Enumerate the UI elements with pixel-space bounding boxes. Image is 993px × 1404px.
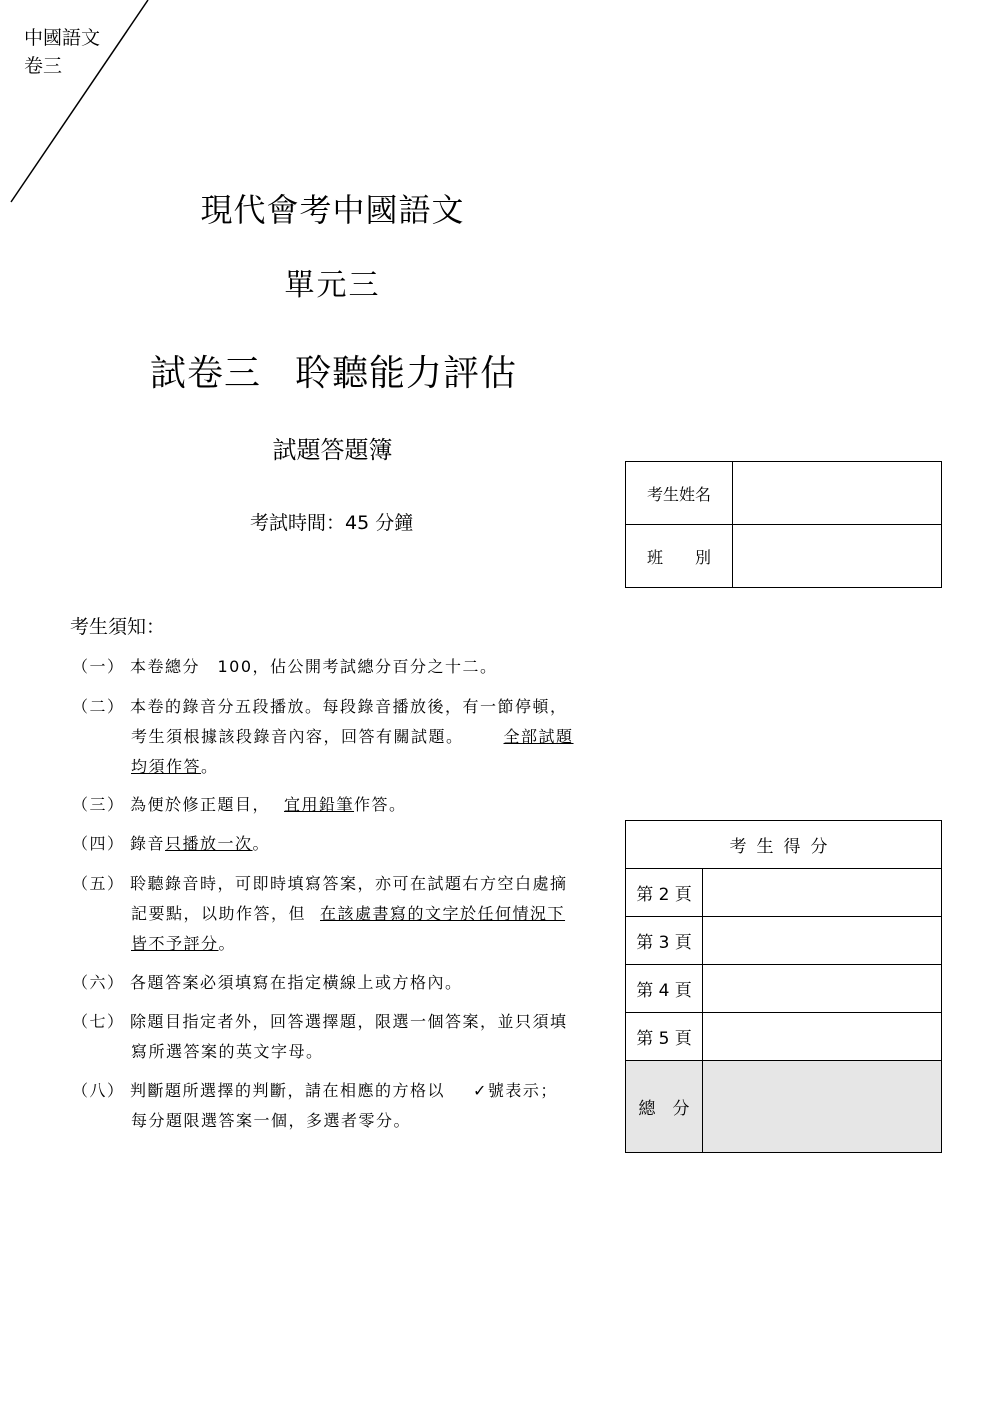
score-row-label: 第 3 頁 xyxy=(626,917,703,965)
note-text: 聆聽錄音時，可即時填寫答案，亦可在試題右方空白處摘 xyxy=(130,874,568,893)
note-emphasis: 均須作答 xyxy=(131,757,202,776)
note-text: 每分題限選答案一個，多選者零分。 xyxy=(131,1111,412,1130)
note-text: 為便於修正題目， xyxy=(130,795,271,814)
score-cell[interactable] xyxy=(703,965,942,1013)
note-number: （二） xyxy=(72,697,125,716)
corner-diagonal-line xyxy=(0,0,160,210)
note-emphasis: 在該處書寫的文字於任何情況下 xyxy=(320,904,566,923)
note-text: 記要點，以助作答，但 xyxy=(131,904,307,923)
class-field[interactable] xyxy=(733,525,942,588)
note-2 xyxy=(72,692,574,782)
note-number: （六） xyxy=(72,973,125,992)
score-row-label: 第 4 頁 xyxy=(626,965,703,1013)
note-number: （一） xyxy=(72,657,125,676)
note-text: 寫所選答案的英文字母。 xyxy=(131,1042,324,1061)
note-1 xyxy=(72,652,498,682)
notes-heading: 考生須知： xyxy=(70,616,166,638)
score-row-label: 第 2 頁 xyxy=(626,869,703,917)
exam-duration: 考試時間：45 分鐘 xyxy=(250,512,414,534)
note-emphasis: 全部試題 xyxy=(503,727,574,746)
note-6 xyxy=(72,968,463,998)
note-text: 。 xyxy=(218,934,237,953)
note-8 xyxy=(72,1076,558,1136)
candidate-name-label: 考生姓名 xyxy=(626,462,733,525)
score-cell[interactable] xyxy=(703,917,942,965)
score-table-header: 考生得分 xyxy=(626,821,942,869)
paper-name: 聆聽能力評估 xyxy=(295,353,518,394)
candidate-info-table xyxy=(625,461,942,588)
note-number: （七） xyxy=(72,1012,125,1031)
note-text: 判斷題所選擇的判斷，請在相應的方格以 xyxy=(130,1081,446,1100)
paper-number: 試卷三 xyxy=(150,353,262,394)
score-table xyxy=(625,820,942,1153)
note-text: 本卷總分 100，佔公開考試總分百分之十二。 xyxy=(130,657,498,676)
candidate-name-field[interactable] xyxy=(733,462,942,525)
note-3 xyxy=(72,790,407,820)
score-cell[interactable] xyxy=(703,869,942,917)
score-row-label: 第 5 頁 xyxy=(626,1013,703,1061)
note-text: 本卷的錄音分五段播放。每段錄音播放後，有一節停頓， xyxy=(130,697,568,716)
note-7 xyxy=(72,1007,568,1067)
note-number: （五） xyxy=(72,874,125,893)
exam-title: 現代會考中國語文 xyxy=(200,191,465,229)
note-text: 。 xyxy=(201,757,219,776)
corner-subject: 中國語文 xyxy=(24,27,101,49)
note-emphasis: 宜用鉛筆 xyxy=(284,795,355,814)
note-text: 錄音 xyxy=(130,834,166,853)
note-number: （八） xyxy=(72,1081,125,1100)
note-number: （三） xyxy=(72,795,125,814)
booklet-title: 試題答題簿 xyxy=(272,436,393,464)
class-label: 班 別 xyxy=(626,525,733,588)
check-mark-icon: ✓ xyxy=(473,1081,488,1100)
note-4 xyxy=(72,829,270,859)
note-5 xyxy=(72,869,568,959)
note-text: 各題答案必須填寫在指定橫線上或方格內。 xyxy=(130,973,463,992)
note-text: 號表示； xyxy=(487,1081,558,1100)
note-text: 除題目指定者外，回答選擇題，限選一個答案，並只須填 xyxy=(130,1012,568,1031)
score-cell[interactable] xyxy=(703,1013,942,1061)
paper-title xyxy=(150,345,517,396)
note-number: （四） xyxy=(72,834,125,853)
unit-title: 單元三 xyxy=(284,268,381,303)
note-text: 。 xyxy=(252,834,271,853)
total-score-cell[interactable] xyxy=(703,1061,942,1153)
note-text: 作答。 xyxy=(354,795,407,814)
note-emphasis: 皆不予評分 xyxy=(131,934,219,953)
total-score-label: 總 分 xyxy=(626,1061,703,1153)
note-text: 考生須根據該段錄音內容，回答有關試題。 xyxy=(131,727,464,746)
corner-paper: 卷三 xyxy=(24,55,63,77)
note-emphasis: 只播放一次 xyxy=(165,834,253,853)
